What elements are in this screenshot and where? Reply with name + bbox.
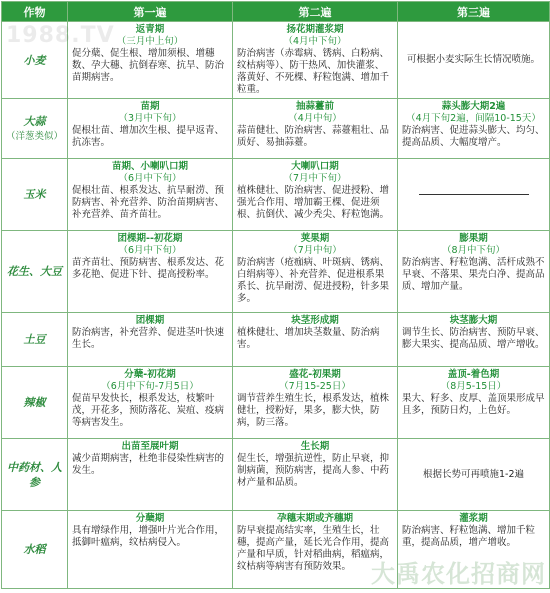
stage-label: 盛花-初果期 xyxy=(289,369,341,380)
cell-first xyxy=(68,231,233,313)
stage-time: （4月下旬2遍，间隔10-15天） xyxy=(406,113,541,124)
cell-second xyxy=(233,367,398,439)
cell-first xyxy=(68,439,233,511)
cell-first xyxy=(68,511,233,589)
stage-time: （6月中下旬） xyxy=(118,245,182,256)
crop-name: 土豆 xyxy=(2,313,68,367)
stage-label: 扬花期灌浆期 xyxy=(286,24,344,35)
stage-time: （7月中下旬） xyxy=(283,173,347,184)
stage-label: 出苗至展叶期 xyxy=(121,441,179,452)
cell-third xyxy=(398,99,550,159)
empty-dash xyxy=(419,194,529,195)
cell-second xyxy=(233,231,398,313)
cell-second xyxy=(233,99,398,159)
cell-third xyxy=(398,22,550,99)
cell-first xyxy=(68,99,233,159)
stage-label: 块茎膨大期 xyxy=(449,315,498,326)
cell-third xyxy=(398,367,550,439)
cell-text: 防治病害，补充营养、促进茎叶快速生长。 xyxy=(72,327,225,350)
crop-name: 玉米 xyxy=(2,159,68,231)
stage-time: （7月15-25日） xyxy=(279,381,351,392)
stage-label: 苗期 xyxy=(140,101,160,112)
stage-label: 块茎形成期 xyxy=(291,315,339,326)
header-third: 第三遍 xyxy=(398,2,550,22)
cell-text: 植株健壮、增加块茎数量、防治病害。 xyxy=(237,327,380,350)
cell-text: 防治病害（疮痂病、叶斑病、锈病、白绢病等）、补充营养、促进根系果系长、抗旱耐涝、促进授粉，针多果多。 xyxy=(237,257,390,304)
cell-text: 蒜苗健壮、防治病害、蒜薹粗壮、品质好、易抽蒜薹。 xyxy=(237,125,390,148)
stage-label: 灌浆期 xyxy=(459,513,488,524)
cell-text: 防治病害、促进蒜头膨大、均匀、提高品质、大幅度增产。 xyxy=(402,125,545,148)
watermark-text: 大禹农化招商网 xyxy=(371,560,546,588)
crop-name xyxy=(2,99,68,159)
cell-second xyxy=(233,313,398,367)
cell-text: 促生长，增强抗逆性，防止早衰，抑制病菌，预防病害，提高人参、中药材产量和品质。 xyxy=(237,453,390,488)
crop-note: （洋葱类似） xyxy=(5,130,63,142)
stage-label: 返青期 xyxy=(135,24,165,35)
stage-label: 抽蒜薹前 xyxy=(295,101,334,112)
stage-time: （8月5-15日） xyxy=(440,381,507,392)
stage-time: （6月中下旬-7月5日） xyxy=(101,381,199,392)
cell-second xyxy=(233,22,398,99)
stage-time: （4月中下旬） xyxy=(283,36,347,47)
stage-time: （4月中旬） xyxy=(288,113,342,124)
crop-name: 辣椒 xyxy=(2,367,68,439)
cell-third xyxy=(398,159,550,231)
cell-first xyxy=(68,159,233,231)
crop-spray-schedule-table xyxy=(1,1,550,589)
stage-label: 盖顶-着色期 xyxy=(447,369,500,380)
cell-text: 减少苗期病害，杜绝非侵染性病害的发生。 xyxy=(72,453,225,476)
stage-label: 大喇叭口期 xyxy=(291,161,339,172)
cell-text: 防治病害、籽粒饱满、增加千粒重，提高品质，增产增收。 xyxy=(402,525,536,548)
table-row xyxy=(2,313,550,367)
cell-second xyxy=(233,159,398,231)
crop-name: 花生、大豆 xyxy=(2,231,68,313)
cell-text: 调节生长、防治病害、预防早衰、膨大果实、提高品质、增产增收。 xyxy=(402,327,545,350)
stage-time: （6月中下旬） xyxy=(118,173,182,184)
stage-time: （7月中旬） xyxy=(288,245,342,256)
cell-text: 调节营养生殖生长，根系发达，植株健壮，授粉好，果多，膨大快，防病，防三落。 xyxy=(237,393,390,428)
cell-text: 促分蘖、促生根、增加须根、增穗数、孕大穗、抗倒春寒、抗旱、防治苗期病害。 xyxy=(72,48,225,83)
stage-label: 荚果期 xyxy=(300,233,330,244)
stage-label: 分蘖-初花期 xyxy=(124,369,176,380)
crop-name: 水稻 xyxy=(2,511,68,589)
header-row xyxy=(2,2,550,22)
crop-name: 小麦 xyxy=(2,22,68,99)
table-row xyxy=(2,99,550,159)
cell-text: 防早衰提高结实率，生殖生长，壮穗，提高产量，延长光合作用，提高产量和早质，针对稻曲病，稻瘟病，纹枯病等病害有预防效果。 xyxy=(237,525,390,572)
crop-name: 中药材、人参 xyxy=(2,439,68,511)
header-second: 第二遍 xyxy=(233,2,398,22)
cell-text: 果大、籽多、皮厚、盖顶果形成早且多，预防日灼，上色好。 xyxy=(402,393,545,416)
table-row xyxy=(2,439,550,511)
cell-text: 促苗早发快长，根系发达，枝繁叶茂，开花多，预防落花、炭疽、疫病等病害发生。 xyxy=(72,393,225,428)
table-row xyxy=(2,159,550,231)
cell-text: 根据长势可再喷施1-2遍 xyxy=(422,468,525,480)
cell-text: 植株健壮、防治病害、促进授粉、增强光合作用、增加霸王棵、促进须根、抗倒伏、减少秃尖、籽粒饱满。 xyxy=(237,185,390,220)
header-first: 第一遍 xyxy=(68,2,233,22)
stage-label: 膨果期 xyxy=(459,233,488,244)
cell-text: 苗齐苗壮、预防病害、根系发达、花多花艳、促进下针、提高授粉率。 xyxy=(72,257,225,280)
stage-label: 苗期、小喇叭口期 xyxy=(111,161,188,172)
header-crop: 作物 xyxy=(2,2,68,22)
stage-label: 蒜头膨大期2遍 xyxy=(441,101,506,112)
cell-third xyxy=(398,313,550,367)
table-row xyxy=(2,231,550,313)
cell-text: 防治病害（赤霉病、锈病、白粉病、纹枯病等）、防干热风、加快灌浆、落黄好、不死棵、籽粒饱满、增加千粒重。 xyxy=(237,48,390,95)
cell-text: 促根壮苗、增加次生根、提早返青、抗冻害。 xyxy=(72,125,225,148)
cell-text: 可根据小麦实际生长情况喷施。 xyxy=(406,54,540,65)
cell-third xyxy=(398,231,550,313)
cell-text: 具有增绿作用，增强叶片光合作用，抵御叶瘟病，纹枯病侵入。 xyxy=(72,525,225,548)
cell-second xyxy=(233,439,398,511)
crop-title: 大蒜 xyxy=(23,114,46,128)
site-logo: 1988.TV xyxy=(6,23,115,48)
stage-label: 分蘖期 xyxy=(135,513,165,524)
page xyxy=(0,1,550,593)
cell-third xyxy=(398,439,550,511)
stage-label: 生长期 xyxy=(300,441,330,452)
cell-text: 促根壮苗、根系发达、抗旱耐涝、预防病害、补充营养、防治苗期病害、补充营养、苗齐苗壮。 xyxy=(72,185,225,220)
table-row xyxy=(2,367,550,439)
stage-time: （三月中上旬） xyxy=(116,36,184,47)
stage-time: （3月中下旬） xyxy=(118,113,182,124)
cell-first xyxy=(68,313,233,367)
stage-label: 团棵期--初花期 xyxy=(117,233,183,244)
stage-label: 团棵期 xyxy=(135,315,165,326)
stage-label: 孕穗末期或齐穗期 xyxy=(276,513,353,524)
stage-time: （8月中下旬） xyxy=(441,245,506,256)
cell-first xyxy=(68,367,233,439)
cell-text: 防治病害、籽粒饱满、活杆成熟不早衰、不落果、果壳白净、提高品质、增加产量。 xyxy=(402,257,545,292)
